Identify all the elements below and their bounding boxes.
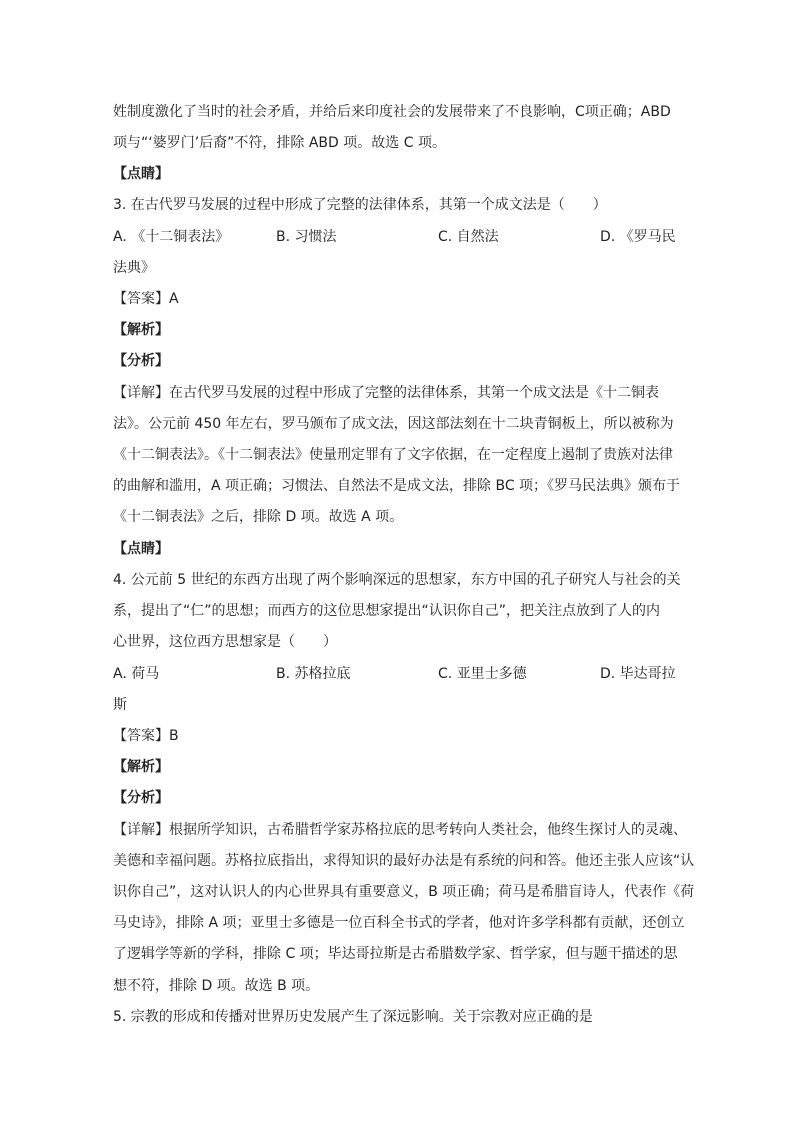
section-heading: 【分析】 <box>113 353 169 369</box>
q4-option-a: A. 荷马 <box>113 666 160 682</box>
answer-label: 【答案】A <box>113 291 179 307</box>
text-line: 心世界，这位西方思想家是（ ） <box>113 634 337 650</box>
q4-option-c: C. 亚里士多德 <box>438 666 527 682</box>
q3-option-c: C. 自然法 <box>438 229 499 245</box>
q3-option-b: B. 习惯法 <box>276 229 337 245</box>
question-5: 5. 宗教的形成和传播对世界历史发展产生了深远影响。关于宗教对应正确的是 <box>113 1009 593 1025</box>
answer-label: 【答案】B <box>113 728 179 744</box>
text-line: 《十二铜表法》。《十二铜表法》使量刑定罪有了文字依据，在一定程度上遏制了贵族对法律 <box>113 447 673 463</box>
q4-option-d: D. 毕达哥拉 <box>600 666 676 682</box>
text-line: 系，提出了“仁”的思想；而西方的这位思想家提出“认识你自己”，把关注点放到了人的内 <box>113 603 661 619</box>
section-heading: 【解析】 <box>113 322 169 338</box>
text-line: 法》。公元前 450 年左右，罗马颁布了成文法，因这部法刻在十二块青铜板上，所以被称为 <box>113 416 674 432</box>
q4-option-b: B. 苏格拉底 <box>276 666 351 682</box>
text-line: 法典》 <box>113 260 155 276</box>
text-line: 【详解】根据所学知识，古希腊哲学家苏格拉底的思考转向人类社会，他终生探讨人的灵魂、 <box>113 822 687 838</box>
text-line: 想不符，排除 D 项。故选 B 项。 <box>113 978 320 994</box>
text-line: 了逻辑学等新的学科，排除 C 项；毕达哥拉斯是古希腊数学家、哲学家，但与题干描述的思 <box>113 946 678 962</box>
q3-option-d: D. 《罗马民 <box>600 229 676 245</box>
text-line: 【详解】在古代罗马发展的过程中形成了完整的法律体系，其第一个成文法是《十二铜表 <box>113 385 659 401</box>
section-heading: 【分析】 <box>113 790 169 806</box>
text-line: 《十二铜表法》之后，排除 D 项。故选 A 项。 <box>113 509 404 525</box>
q3-option-a: A. 《十二铜表法》 <box>113 229 230 245</box>
text-line: 项与“‘婆罗门’后裔”不符，排除 ABD 项。故选 C 项。 <box>113 135 446 151</box>
text-line: 马史诗》，排除 A 项；亚里士多德是一位百科全书式的学者，他对许多学科都有贡献，还创立 <box>113 915 685 931</box>
text-line: 姓制度激化了当时的社会矛盾，并给后来印度社会的发展带来了不良影响，C项正确；ABD <box>113 104 671 120</box>
text-line: 斯 <box>113 697 127 713</box>
text-line: 美德和幸福问题。苏格拉底指出，求得知识的最好办法是有系统的问和答。他还主张人应该“认 <box>113 853 695 869</box>
text-line: 的曲解和滥用，A 项正确；习惯法、自然法不是成文法，排除 BC 项；《罗马民法典》颁布于 <box>113 478 681 494</box>
section-heading: 【解析】 <box>113 759 169 775</box>
section-heading: 【点睛】 <box>113 541 169 557</box>
question-4: 4. 公元前 5 世纪的东西方出现了两个影响深远的思想家，东方中国的孔子研究人与社会的关 <box>113 572 681 588</box>
section-heading: 【点睛】 <box>113 166 169 182</box>
question-3: 3. 在古代罗马发展的过程中形成了完整的法律体系，其第一个成文法是（ ） <box>113 197 607 213</box>
text-line: 识你自己”，这对认识人的内心世界具有重要意义，B 项正确；荷马是希腊盲诗人，代表作《荷 <box>113 884 695 900</box>
